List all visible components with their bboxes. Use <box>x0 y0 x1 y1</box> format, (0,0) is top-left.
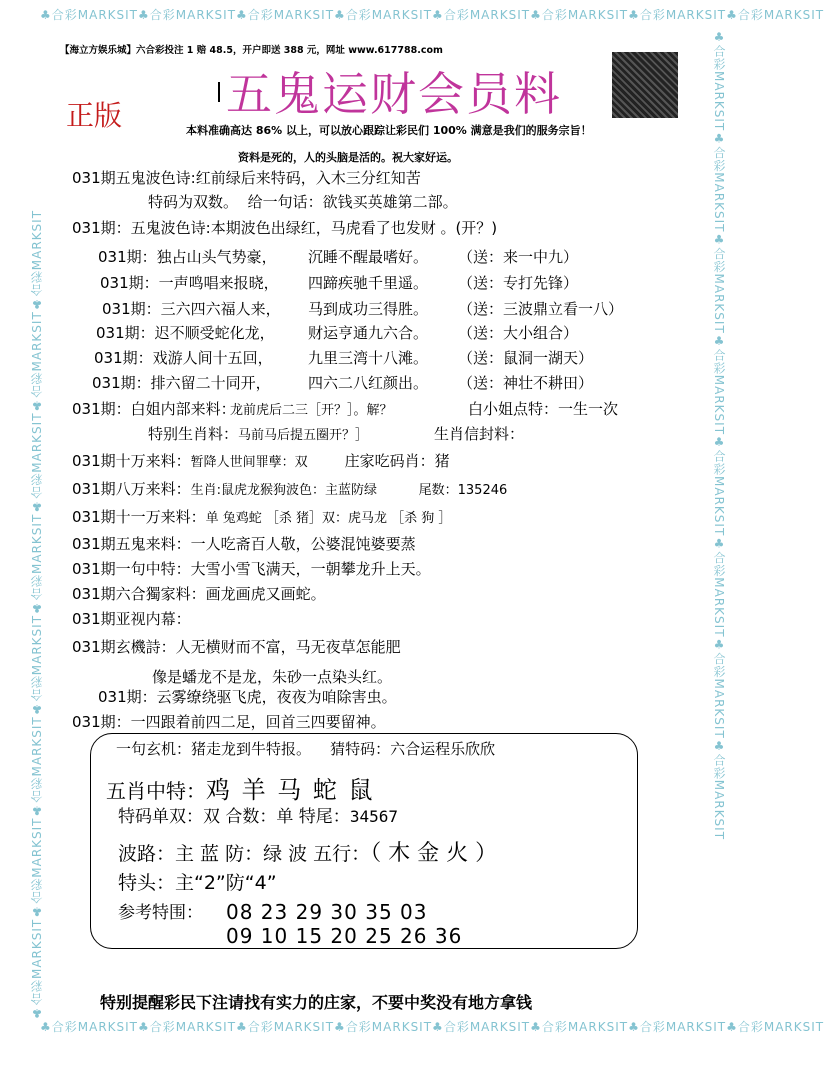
line-6 <box>96 324 578 342</box>
line-9 <box>72 400 618 420</box>
line-21-a: 031期： <box>72 713 131 731</box>
line-5-c: （送：三波鼎立看一八） <box>458 300 624 318</box>
line-1-a: 特码为双数。 <box>148 193 239 211</box>
line-10-b: 马前马后提五圈开？］ <box>238 428 369 443</box>
footer-reminder: 特别提醒彩民下注请找有实力的庄家，不要中奖没有地方拿钱 <box>100 993 533 1012</box>
line-11-a: 031期十万来料： <box>72 452 191 470</box>
line-14-b: 一人吃斋百人敬，公婆混饨婆要蒸 <box>190 535 416 553</box>
line-6-a: 031期：迟不顺受蛇化龙， <box>96 324 275 342</box>
line-12-a: 031期八万来料： <box>72 480 191 498</box>
line-13-b: 单 兔鸡蛇 ［杀 猪］双：虎马龙 ［杀 狗 ］ <box>205 511 452 526</box>
header-ad: 【海立方娱乐城】六合彩投注 1 赔 48.5，开户即送 388 元，网址 www.617788.com <box>60 45 443 56</box>
line-7-b: 九里三湾十八滩。 <box>308 349 429 367</box>
line-7-a: 031期：戏游人间十五回， <box>94 349 273 367</box>
line-9-a: 031期：白姐内部来料： <box>72 400 236 418</box>
line-3 <box>98 248 578 266</box>
line-9-c: 白小姐点特：一生一次 <box>468 400 619 418</box>
line-1-b: 给一句话：欲钱买英雄第二部。 <box>247 193 458 211</box>
line-9-b: 龙前虎后二三［开？］。解？ <box>230 403 393 418</box>
wuxiao-line <box>106 770 375 805</box>
qr-code-image <box>612 52 678 118</box>
watermark-left: ♣合彩MARKSIT♣合彩MARKSIT♣合彩MARKSIT♣合彩MARKSIT♣合彩MARKSIT♣合彩MARKSIT♣合彩MARKSIT♣合彩MARKSIT <box>30 209 44 1020</box>
line-11-b: 暂降人世间罪孽：双 <box>190 455 308 470</box>
line-18-a: 031期玄機詩： <box>72 638 176 656</box>
line-5-a: 031期：三六四六福人来， <box>102 300 281 318</box>
line-7-c: （送：鼠洞一湖天） <box>458 349 594 367</box>
watermark-right: ♣合彩MARKSIT♣合彩MARKSIT♣合彩MARKSIT♣合彩MARKSIT♣合彩MARKSIT♣合彩MARKSIT♣合彩MARKSIT♣合彩MARKSIT <box>712 30 726 841</box>
title-cursor-mark <box>218 82 220 102</box>
line-4-c: （送：专打先锋） <box>458 274 579 292</box>
genuine-label: 正版 <box>66 99 123 132</box>
line-18 <box>72 638 401 656</box>
line-16-b: 画龙画虎又画蛇。 <box>205 585 326 603</box>
line-10 <box>148 425 524 445</box>
wuxiao-label: 五肖中特： <box>106 779 206 803</box>
line-2-a: 031期：五鬼波色诗: <box>72 219 211 237</box>
line-12-c: 尾数：135246 <box>418 483 508 498</box>
xuanji-line <box>116 738 495 759</box>
line-14-a: 031期五鬼来料： <box>72 535 191 553</box>
line-10-c: 生肖信封料： <box>434 425 525 443</box>
line-21 <box>72 713 386 731</box>
line-20-a: 031期： <box>98 688 157 706</box>
line-14 <box>72 535 416 553</box>
watermark-top: ♣合彩MARKSIT♣合彩MARKSIT♣合彩MARKSIT♣合彩MARKSIT♣合彩MARKSIT♣合彩MARKSIT♣合彩MARKSIT♣合彩MARKSIT <box>40 8 824 22</box>
danshuang-text: 特码单双：双 合数：单 特尾： <box>118 807 350 827</box>
wuxiao-value: 鸡 羊 马 蛇 鼠 <box>206 776 375 804</box>
xuanji-text: 一句玄机：猪走龙到牛特报。 <box>116 740 312 758</box>
line-11 <box>72 452 450 472</box>
danshuang-line <box>118 802 398 827</box>
line-6-b: 财运亨通九六合。 <box>308 324 429 342</box>
line-20-b: 云雾缭绕驱飞虎，夜夜为咱除害虫。 <box>156 688 397 706</box>
line-15-b: 大雪小雪飞满天，一朝攀龙升上天。 <box>190 560 431 578</box>
bolu-label: 波路： <box>118 843 176 865</box>
line-15 <box>72 560 431 578</box>
line-17-a: 031期亚视内幕： <box>72 610 191 628</box>
line-15-a: 031期一句中特： <box>72 560 191 578</box>
line-21-b: 一四跟着前四二足，回首三四要留神。 <box>130 713 386 731</box>
line-12-b: 生肖:鼠虎龙猴狗波色：主蓝防绿 <box>190 483 378 498</box>
wuxing-value: （ 木 金 火 ） <box>370 841 498 866</box>
line-16-a: 031期六合獨家料： <box>72 585 206 603</box>
line-1 <box>148 193 458 211</box>
bolu-value: 主 蓝 防：绿 波 五行： <box>175 843 371 865</box>
cankao-numbers-2: 09 10 15 20 25 26 36 <box>226 924 463 948</box>
cai-tema-text: 猜特码：六合运程乐欣欣 <box>330 740 496 758</box>
line-0-b: 红前绿后来特码，入木三分红知苦 <box>195 169 421 187</box>
cankao-numbers-1: 08 23 29 30 35 03 <box>226 900 428 924</box>
bolu-line <box>118 836 497 867</box>
watermark-bottom: ♣合彩MARKSIT♣合彩MARKSIT♣合彩MARKSIT♣合彩MARKSIT♣合彩MARKSIT♣合彩MARKSIT♣合彩MARKSIT♣合彩MARKSIT <box>40 1020 824 1034</box>
line-18-b: 人无横财而不富，马无夜草怎能肥 <box>175 638 401 656</box>
line-6-c: （送：大小组合） <box>458 324 579 342</box>
line-19-a: 像是蟠龙不是龙，朱砂一点染头红。 <box>152 668 393 686</box>
line-7 <box>94 349 593 367</box>
line-13 <box>72 508 451 528</box>
line-5-b: 马到成功三得胜。 <box>308 300 429 318</box>
line-8 <box>92 374 593 392</box>
line-3-a: 031期：独占山头气势豪， <box>98 248 277 266</box>
line-4-b: 四蹄疾驰千里遥。 <box>308 274 429 292</box>
line-3-b: 沉睡不醒最嗜好。 <box>308 248 429 266</box>
line-12 <box>72 480 507 500</box>
line-2-b: 本期波色出绿红，马虎看了也发财 。(开？) <box>210 219 498 237</box>
line-19 <box>152 668 392 686</box>
line-17 <box>72 610 191 628</box>
line-4 <box>100 274 578 292</box>
line-8-b: 四六二八红颜出。 <box>308 374 429 392</box>
line-8-a: 031期：排六留二十同开， <box>92 374 271 392</box>
line-3-c: （送：来一中九） <box>458 248 579 266</box>
line-4-a: 031期：一声鸣唱来报晓， <box>100 274 279 292</box>
line-2 <box>72 219 497 237</box>
notice-accuracy: 本料准确高达 86% 以上，可以放心跟踪让彩民们 100% 满意是我们的服务宗旨！ <box>186 124 592 137</box>
notice-luck: 资料是死的，人的头脑是活的。祝大家好运。 <box>238 151 458 164</box>
line-5 <box>102 300 623 318</box>
line-16 <box>72 585 326 603</box>
line-13-a: 031期十一万来料： <box>72 508 206 526</box>
line-0 <box>72 169 421 187</box>
tetou-line: 特头：主“2”防“4” <box>118 872 277 894</box>
line-0-a: 031期五鬼波色诗: <box>72 169 196 187</box>
cankao-label: 参考特围： <box>118 903 203 923</box>
page-title: 五鬼运财会员料 <box>226 67 562 121</box>
line-11-c: 庄家吃码肖：猪 <box>344 452 450 470</box>
tewei-value: 34567 <box>349 807 398 826</box>
line-10-a: 特别生肖料： <box>148 425 239 443</box>
line-8-c: （送：神壮不耕田） <box>458 374 594 392</box>
line-20 <box>98 688 397 706</box>
